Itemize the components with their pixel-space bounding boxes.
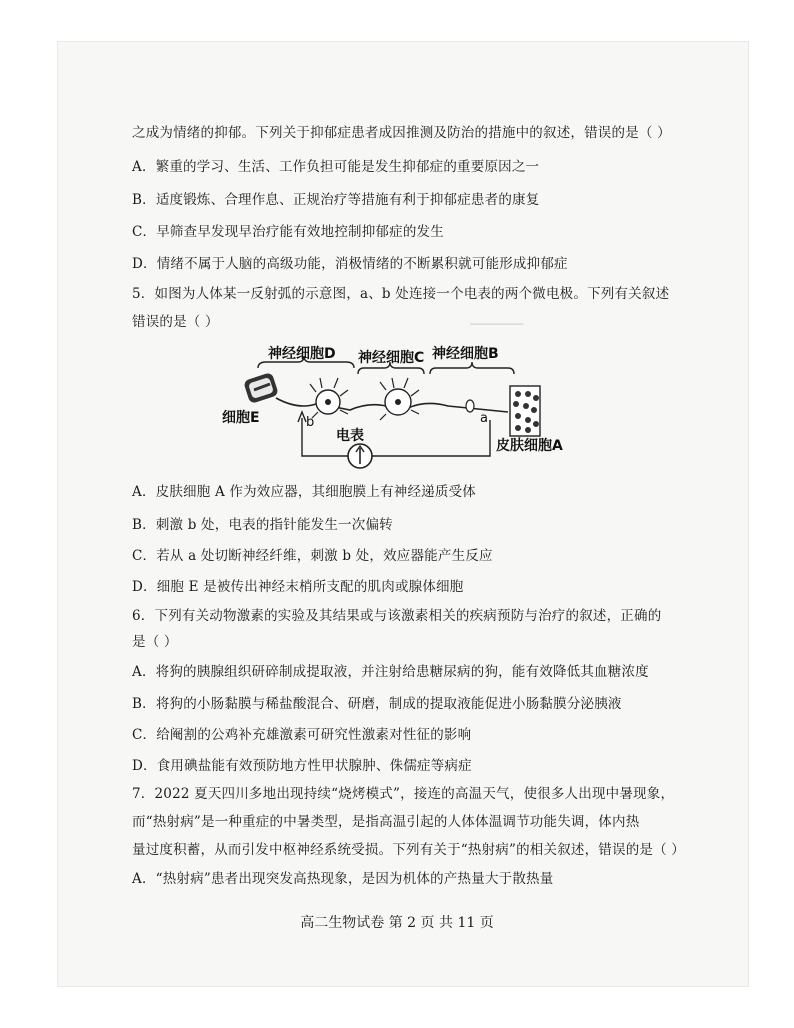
electrode-a-label: a [480,411,488,426]
option-a: A．繁重的学习、生活、工作负担可能是发生抑郁症的重要原因之一 [132,159,540,175]
option-c: C．给阉割的公鸡补充雄激素可研究性激素对性征的影响 [132,727,472,743]
skin-cell-a-label: 皮肤细胞A [496,438,563,454]
option-b: B．刺激 b 处，电表的指针能发生一次偏转 [132,517,393,533]
option-a: A．“热射病”患者出现突发高热现象，是因为机体的产热量大于散热量 [132,871,554,887]
option-d: D．细胞 E 是被传出神经末梢所支配的肌肉或腺体细胞 [132,579,464,595]
reflex-arc-diagram [218,340,578,470]
question-6: 6．下列有关动物激素的实验及其结果或与该激素相关的疾病预防与治疗的叙述，正确的 [132,608,662,624]
fiber-node [466,400,474,412]
question-7-cont: 量过度积蓄，从而引发中枢神经系统受损。下列有关于“热射病”的相关叙述，错误的是（ ） [132,842,685,858]
neuron-d-label: 神经细胞D [268,346,336,362]
question-7: 7．2022 夏天四川多地出现持续“烧烤模式”，接连的高温天气，使很多人出现中暑现象， [132,786,675,802]
option-b: B．适度锻炼、合理作息、正规治疗等措施有利于抑郁症患者的康复 [132,192,540,208]
option-d: D．食用碘盐能有效预防地方性甲状腺肿、侏儒症等病症 [132,758,472,774]
meter-label: 电表 [336,428,364,444]
page-footer: 高二生物试卷 第 2 页 共 11 页 [300,915,494,931]
neuron-c-label: 神经细胞C [358,350,425,366]
bleed-through: ──────── [470,318,523,331]
electrode-b-label: b [306,415,315,430]
bracket-b [430,362,514,374]
option-c: C．早筛查早发现早治疗能有效地控制抑郁症的发生 [132,224,444,240]
question-5-cont: 错误的是（ ） [132,314,219,330]
neuron-c-body [380,378,419,420]
question-7-cont: 而“热射病”是一种重症的中暑类型，是指高温引起的人体体温调节功能失调，体内热 [132,814,640,830]
neuron-d-body [310,378,348,418]
option-d: D．情绪不属于人脑的高级功能，消极情绪的不断累积就可能形成抑郁症 [132,256,568,272]
cell-e-label: 细胞E [222,410,260,426]
option-c: C．若从 a 处切断神经纤维，刺激 b 处，效应器能产生反应 [132,548,493,564]
question-5: 5．如图为人体某一反射弧的示意图，a、b 处连接一个电表的两个微电极。下列有关叙述 [132,286,670,302]
cell-e-shape [243,372,279,404]
skin-cell-a-shape [510,386,540,436]
neuron-b-label: 神经细胞B [432,346,499,362]
option-a: A．将狗的胰腺组织研碎制成提取液，并注射给患糖尿病的狗，能有效降低其血糖浓度 [132,664,649,680]
option-b: B．将狗的小肠黏膜与稀盐酸混合、研磨，制成的提取液能促进小肠黏膜分泌胰液 [132,696,622,712]
option-a: A．皮肤细胞 A 作为效应器，其细胞膜上有神经递质受体 [132,484,476,500]
meter-wire [302,418,490,456]
question-6-cont: 是（ ） [132,634,178,650]
text-line: 之成为情绪的抑郁。下列关于抑郁症患者成因推测及防治的措施中的叙述，错误的是（ ） [132,125,671,141]
